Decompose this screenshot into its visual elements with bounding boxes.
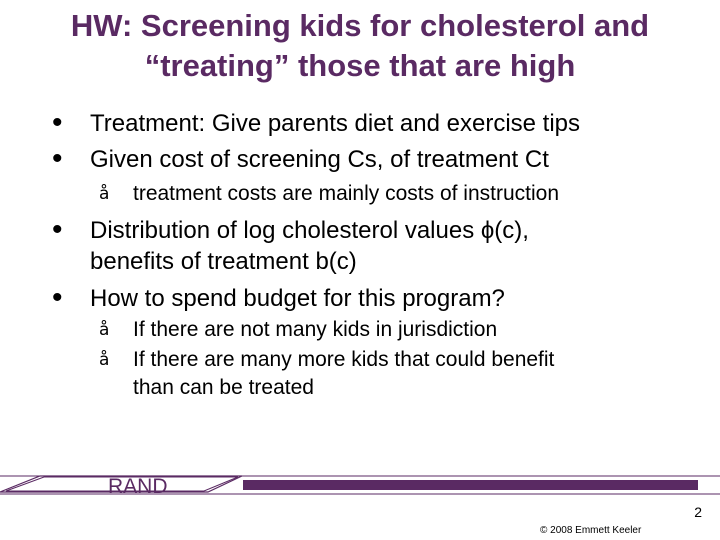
title-line-1: HW: Screening kids for cholesterol and bbox=[70, 8, 650, 43]
page-number: 2 bbox=[694, 504, 702, 520]
sub-bullet-text: If there are not many kids in jurisdiction bbox=[133, 318, 498, 341]
sub-bullet-arrow-icon: å bbox=[99, 320, 110, 340]
copyright-notice: © 2008 Emmett Keeler bbox=[540, 525, 642, 536]
sub-bullet-text-line-1: If there are many more kids that could benefit bbox=[133, 348, 555, 371]
bullet-text-line-1: Distribution of log cholesterol values ϕ(c), bbox=[90, 217, 529, 244]
title-line-2: “treating” those that are high bbox=[144, 48, 576, 83]
bullet-text: Treatment: Give parents diet and exercise tips bbox=[90, 110, 581, 137]
bullet-dot-icon: • bbox=[52, 142, 63, 175]
rand-logo-text: RAND bbox=[108, 475, 168, 498]
sub-bullet-arrow-icon: å bbox=[99, 350, 110, 370]
bullet-text: How to spend budget for this program? bbox=[90, 285, 505, 312]
bullet-dot-icon: • bbox=[52, 281, 63, 314]
sub-bullet-text-line-2: than can be treated bbox=[133, 376, 314, 399]
sub-bullet-text: treatment costs are mainly costs of instruction bbox=[133, 182, 559, 205]
slide-title bbox=[20, 6, 700, 86]
bullet-dot-icon: • bbox=[52, 213, 63, 246]
bullet-text-line-2: benefits of treatment b(c) bbox=[90, 248, 357, 275]
bullet-text: Given cost of screening Cs, of treatment Ct bbox=[90, 146, 549, 173]
bullet-dot-icon: • bbox=[52, 106, 63, 139]
sub-bullet-arrow-icon: å bbox=[99, 184, 110, 204]
